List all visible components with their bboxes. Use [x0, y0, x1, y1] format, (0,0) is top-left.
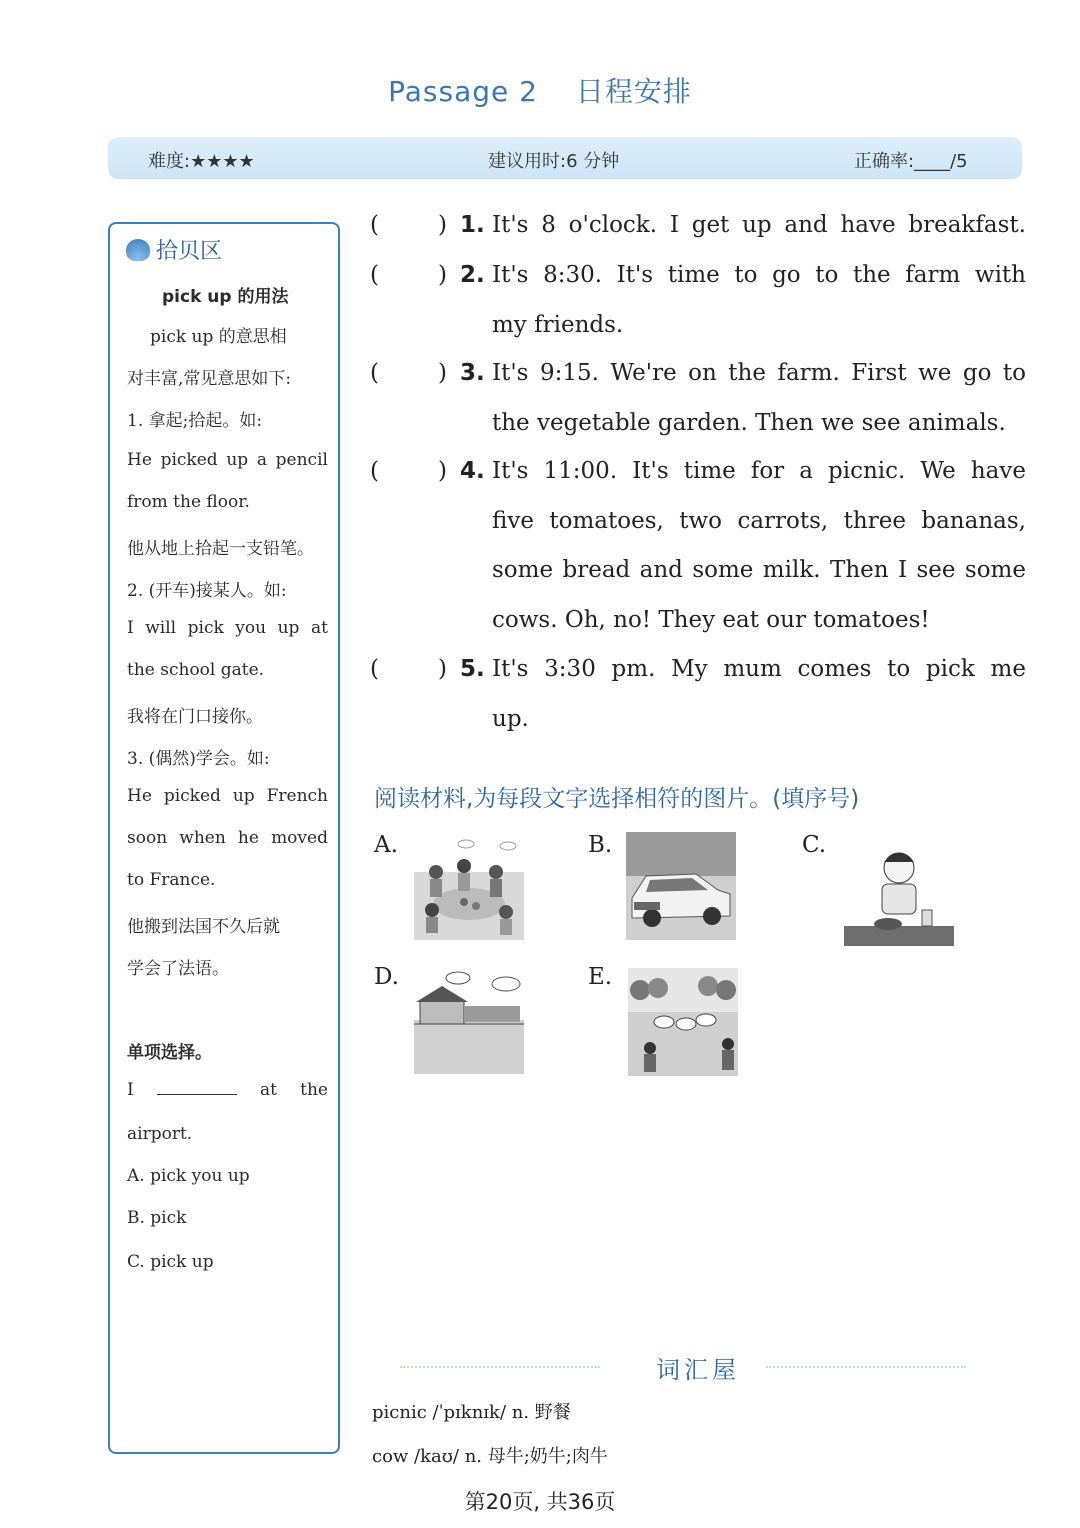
accuracy: 正确率:____/5 [854, 151, 968, 172]
page-title [0, 70, 1080, 110]
question-text-line [492, 508, 1026, 534]
sidebar-tip-word: soon [127, 828, 168, 848]
sidebar-tip-line [127, 954, 328, 979]
picture-label-c: C. [802, 832, 827, 858]
question-word: Then [829, 557, 889, 583]
question-word: go [962, 360, 992, 386]
question-word: picnic. [828, 458, 906, 484]
option-b[interactable]: B. pick [127, 1208, 187, 1228]
picture-label-b: B. [588, 832, 613, 858]
sidebar-tip-word: at [310, 618, 328, 638]
sidebar-tip-word: French [266, 786, 328, 806]
question-text-line [492, 458, 1026, 484]
sidebar-tip-line [127, 702, 328, 727]
question-word: get [691, 212, 730, 238]
answer-paren-close[interactable]: ) [438, 262, 447, 288]
question-word: pick [925, 656, 975, 682]
question-word: time [667, 262, 720, 288]
sidebar-tip-word: 学会了法语。 [127, 959, 229, 979]
answer-paren-open[interactable]: ( [370, 360, 379, 386]
question-word: for [750, 458, 785, 484]
question-word: We [920, 458, 956, 484]
question-number: 3. [460, 360, 485, 386]
suggested-time: 建议用时:6 分钟 [488, 151, 620, 172]
sidebar-tip-word: the school gate. [127, 660, 265, 680]
sidebar-heading [126, 234, 222, 265]
question-word: carrots, [737, 507, 829, 534]
sidebar-tip-line [127, 450, 328, 470]
question-word: First [851, 360, 907, 386]
question-word: pm. [611, 656, 656, 682]
tips-sidebar [108, 222, 340, 1454]
answer-paren-close[interactable]: ) [438, 212, 447, 238]
question-word: I [669, 212, 679, 238]
question-word: a [799, 458, 813, 484]
question-text-line [492, 360, 1026, 386]
sidebar-tip-line [127, 618, 328, 638]
question-word: have [840, 212, 896, 238]
question-word: up [742, 212, 772, 238]
exercise-question [127, 1080, 328, 1100]
question-word: mum [723, 656, 782, 682]
question-word: o'clock. [568, 212, 658, 238]
exercise-word: I [127, 1080, 134, 1100]
sidebar-tip-line [127, 828, 328, 848]
question-word: to [887, 656, 911, 682]
answer-paren-close[interactable]: ) [438, 458, 447, 484]
answer-paren-open[interactable]: ( [370, 212, 379, 238]
sidebar-tip-word: 他搬到法国不久后就 [127, 917, 280, 937]
sidebar-tip-word: a [256, 450, 267, 470]
vocab-item-picnic: picnic /ˈpɪknɪk/ n. 野餐 [372, 1402, 571, 1423]
exercise-title: 单项选择。 [127, 1043, 212, 1063]
page-footer: 第20页, 共36页 [464, 1490, 616, 1514]
question-word: to [734, 262, 758, 288]
shell-icon [126, 239, 150, 261]
question-word: It's [492, 458, 529, 484]
question-word: on [688, 360, 717, 386]
question-word: with [974, 262, 1026, 288]
question-word: bananas, [921, 507, 1026, 534]
question-word: breakfast. [908, 212, 1026, 238]
question-word: some [492, 557, 554, 583]
question-word: 3:30 [544, 656, 596, 682]
sidebar-tip-word: from the floor. [127, 492, 250, 512]
exercise-question-end: airport. [127, 1124, 193, 1144]
sidebar-tip-word: he [237, 828, 259, 848]
sidebar-heading-text: 拾贝区 [156, 239, 223, 264]
question-word: My [671, 656, 708, 682]
question-text-line: up. [492, 705, 529, 732]
picture-label-d: D. [374, 964, 399, 990]
exercise-word: at [260, 1080, 277, 1100]
sidebar-tip-line [150, 322, 328, 347]
question-word: It's [616, 262, 654, 288]
question-word: comes [797, 656, 872, 682]
sidebar-tip-word: 他从地上拾起一支铅笔。 [127, 539, 314, 559]
exercise-word: the [300, 1080, 328, 1100]
answer-paren-open[interactable]: ( [370, 458, 379, 484]
sidebar-tip-line [127, 576, 328, 601]
question-word: two [679, 507, 723, 534]
sidebar-tip-line [127, 364, 328, 389]
question-word: some [692, 557, 754, 583]
question-word: It's [492, 656, 529, 682]
sidebar-tip-word: up [226, 450, 249, 470]
sidebar-tip-word: pick [187, 618, 224, 638]
cows-picture [628, 968, 738, 1076]
sidebar-tip-word: 2. (开车)接某人。如: [127, 581, 287, 601]
sidebar-tip-line [127, 406, 328, 431]
picture-label-e: E. [588, 964, 613, 990]
answer-paren-close[interactable]: ) [438, 656, 447, 682]
question-word: 8 [541, 212, 556, 238]
answer-paren-open[interactable]: ( [370, 262, 379, 288]
sidebar-tip-word: up [277, 618, 300, 638]
question-word: milk. [762, 557, 821, 583]
vocab-item-cow: cow /kaʊ/ n. 母牛;奶牛;肉牛 [372, 1446, 608, 1467]
question-text-line: cows. Oh, no! They eat our tomatoes! [492, 606, 930, 633]
sidebar-tip-word: when [179, 828, 226, 848]
question-word: We're [610, 360, 677, 386]
question-number: 4. [460, 458, 485, 484]
question-word: I [897, 557, 908, 583]
sidebar-tip-word: 我将在门口接你。 [127, 707, 263, 727]
question-word: we [918, 360, 952, 386]
answer-paren-open[interactable]: ( [370, 656, 379, 682]
info-bar [108, 137, 1022, 179]
sidebar-tip-word: to France. [127, 870, 216, 890]
question-text-line: my friends. [492, 311, 624, 338]
sidebar-tip-word: picked [163, 786, 221, 806]
sidebar-tip-word: He [127, 786, 152, 806]
vocab-title: 词汇屋 [370, 1350, 1026, 1385]
sidebar-tip-line [127, 492, 328, 512]
boy-eating-picture [844, 838, 954, 946]
question-word: five [492, 507, 534, 534]
sidebar-tip-line [127, 744, 328, 769]
question-word: and [639, 557, 683, 583]
question-text-line: the vegetable garden. Then we see animals. [492, 409, 1006, 436]
sidebar-tip-word: will [145, 618, 177, 638]
sidebar-tip-word: He [127, 450, 152, 470]
question-word: 8:30. [543, 262, 603, 288]
question-word: It's [492, 262, 529, 288]
passage-title: 日程安排 [575, 75, 692, 108]
sidebar-subheading: pick up 的用法 [162, 287, 289, 307]
question-word: It's [492, 360, 529, 386]
question-text-line [492, 656, 1026, 682]
picnic-picture [414, 832, 524, 940]
sidebar-tip-word: 对丰富,常见意思如下: [127, 369, 292, 389]
car-picture [626, 832, 736, 940]
sidebar-tip-word: picked [160, 450, 218, 470]
question-word: go [772, 262, 801, 288]
question-word: It's [632, 458, 669, 484]
question-word: and [784, 212, 828, 238]
sidebar-tip-word: moved [271, 828, 328, 848]
sidebar-tip-line [127, 870, 328, 890]
question-word: bread [562, 557, 631, 583]
question-word: have [970, 458, 1026, 484]
answer-paren-close[interactable]: ) [438, 360, 447, 386]
question-word: three [843, 507, 906, 534]
question-text-line [492, 212, 1026, 238]
question-word: tomatoes, [549, 507, 664, 534]
sidebar-tip-line [127, 534, 328, 559]
sidebar-tip-line [127, 660, 328, 680]
question-word: some [964, 557, 1026, 583]
sidebar-tip-line [127, 912, 328, 937]
option-a[interactable]: A. pick you up [127, 1166, 250, 1186]
question-word: to [815, 262, 839, 288]
sidebar-tip-word: 3. (偶然)学会。如: [127, 749, 270, 769]
question-word: farm. [777, 360, 840, 386]
question-text-line [492, 557, 1026, 583]
farm-picture [414, 966, 524, 1074]
question-word: see [916, 557, 956, 583]
sidebar-tip-word: pick up 的意思相 [150, 327, 287, 347]
instruction: 阅读材料,为每段文字选择相符的图片。(填序号) [374, 786, 860, 812]
difficulty: 难度:★★★★ [148, 151, 255, 172]
question-word: me [990, 656, 1026, 682]
answer-blank[interactable] [157, 1080, 237, 1095]
question-number: 2. [460, 262, 485, 288]
question-word: the [852, 262, 891, 288]
option-c[interactable]: C. pick up [127, 1252, 214, 1272]
question-number: 5. [460, 656, 485, 682]
picture-label-a: A. [374, 832, 398, 858]
sidebar-tip-word: you [235, 618, 267, 638]
question-word: time [683, 458, 736, 484]
question-word: It's [492, 212, 529, 238]
sidebar-tip-word: 1. 拿起;拾起。如: [127, 411, 263, 431]
sidebar-tip-word: pencil [275, 450, 328, 470]
question-word: 9:15. [539, 360, 599, 386]
sidebar-tip-line [127, 786, 328, 806]
question-text-line [492, 262, 1026, 288]
question-word: the [728, 360, 766, 386]
sidebar-tip-word: I [127, 618, 134, 638]
question-word: to [1002, 360, 1026, 386]
question-word: farm [905, 262, 961, 288]
passage-number: Passage 2 [388, 75, 538, 108]
question-number: 1. [460, 212, 485, 238]
question-word: 11:00. [543, 458, 618, 484]
sidebar-tip-word: up [232, 786, 255, 806]
